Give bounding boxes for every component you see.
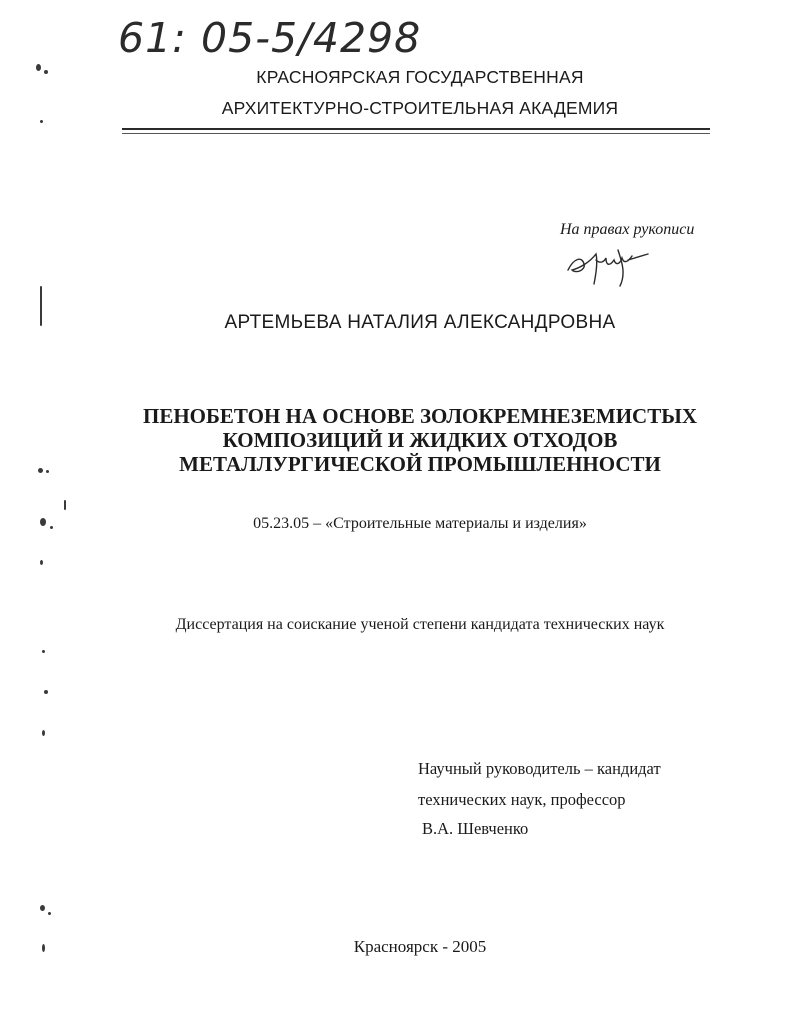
institution-line-2: АРХИТЕКТУРНО-СТРОИТЕЛЬНАЯ АКАДЕМИЯ bbox=[221, 98, 619, 118]
supervisor-line-1: Научный руководитель – кандидат bbox=[418, 759, 661, 778]
header-rule-thick bbox=[122, 128, 710, 130]
dissertation-title-line-2: КОМПОЗИЦИЙ И ЖИДКИХ ОТХОДОВ bbox=[222, 428, 618, 452]
institution-line-1: КРАСНОЯРСКАЯ ГОСУДАРСТВЕННАЯ bbox=[256, 67, 584, 87]
dissertation-title-line-1: ПЕНОБЕТОН НА ОСНОВЕ ЗОЛОКРЕМНЕЗЕМИСТЫХ bbox=[142, 404, 698, 428]
city-year: Красноярск - 2005 bbox=[353, 937, 487, 956]
author-name: АРТЕМЬЕВА НАТАЛИЯ АЛЕКСАНДРОВНА bbox=[224, 312, 616, 333]
header-rule-thin bbox=[122, 133, 710, 134]
supervisor-line-2: технических наук, профессор bbox=[418, 790, 626, 809]
specialty-code: 05.23.05 – «Строительные материалы и изделия» bbox=[253, 515, 587, 532]
manuscript-rights-label: На правах рукописи bbox=[560, 221, 695, 238]
author-signature bbox=[560, 240, 670, 290]
dissertation-title-line-3: МЕТАЛЛУРГИЧЕСКОЙ ПРОМЫШЛЕННОСТИ bbox=[179, 452, 661, 476]
handwritten-shelfmark: 61: 05-5/4298 bbox=[118, 14, 422, 62]
supervisor-name: В.А. Шевченко bbox=[422, 819, 529, 838]
degree-statement: Диссертация на соискание ученой степени кандидата технических наук bbox=[175, 616, 665, 633]
